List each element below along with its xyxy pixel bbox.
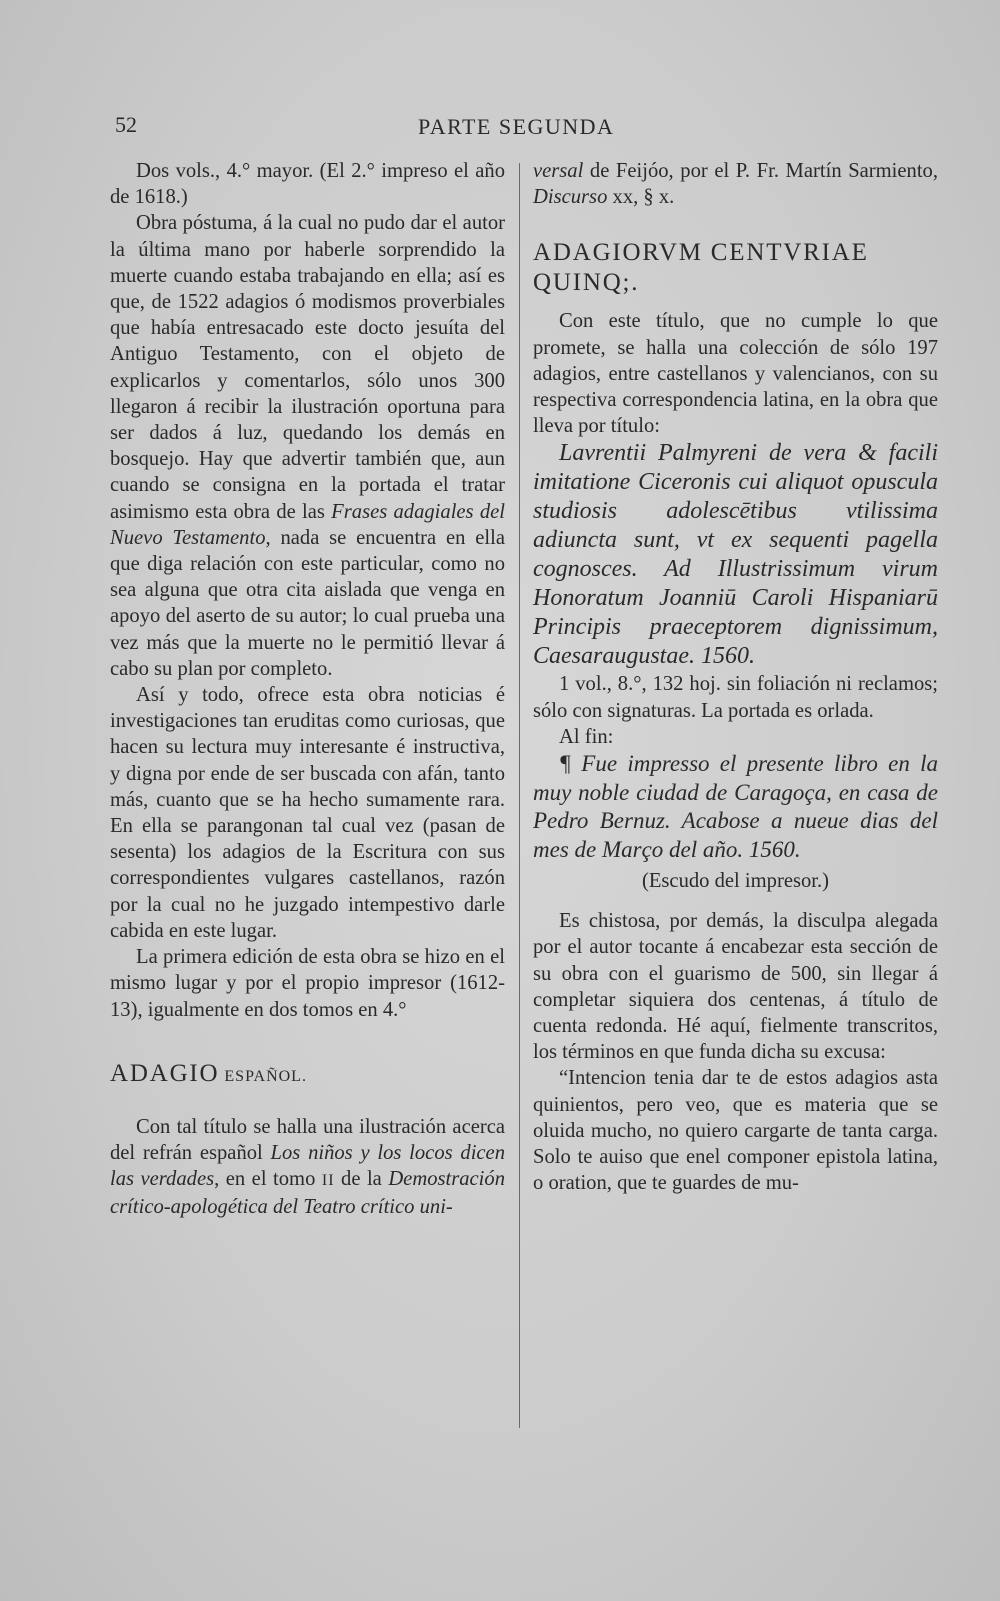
right-paragraph-6: “Intencion tenia dar te de estos adagios asta quinientos, pero veo, que es materia que se oluida mucho, no quiero cargarte de tanta carga. Solo te auiso que enel componer epistola latina, o oration, que te guardes de mu- xyxy=(533,1067,938,1195)
right-column xyxy=(533,158,938,1196)
section-heading-adagio-espanol: ADAGIO ESPAÑOL. xyxy=(110,1059,307,1087)
left-paragraph-2: Obra póstuma, á la cual no pudo dar el autor la última mano por haberle sorprendido la muerte cuando estaba trabajando en ella; así es que, de 1522 adagios ó modismos proverbiales que había entresacado este docto jesuíta del Antiguo Testamento, con el objeto de explicarlos y comentarlos, sólo unos 300 llegaron á recibir la ilustración oportuna para ser dados á luz, quedando los demás en bosquejo. Hay que advertir también que, aun cuando se consigna en la portada el tratar asimismo esta obra de las Frases adagiales del Nuevo Testamento, nada se encuentra en ella que diga relación con este particular, como no sea alguna que otra cita aislada que venga en apoyo del aserto de su autor; lo cual prueba una vez más que la muerte no le permitió llevar á cabo su plan por completo. xyxy=(110,212,505,680)
right-paragraph-3: 1 vol., 8.°, 132 hoj. sin foliación ni reclamos; sólo con signaturas. La portada es orlada. xyxy=(533,673,938,722)
right-paragraph-2: Con este título, que no cumple lo que promete, se halla una colección de sólo 197 adagios, entre castellanos y valencianos, con su respectiva correspondencia latina, en la obra que lleva por título: xyxy=(533,310,938,438)
left-paragraph-1: Dos vols., 4.° mayor. (El 2.° impreso el año de 1618.) xyxy=(110,160,505,209)
left-paragraph-3: Así y todo, ofrece esta obra noticias é investigaciones tan eruditas como curiosas, que hacen su lectura muy interesante é instructiva, y digna por ende de ser buscada con afán, tanto más, cuanto que se ha hecho sumamente rara. En ella se parangonan tal cual vez (pasan de sesenta) los adagios de la Escritura con sus correspondientes vulgares castellanos, razón por la cual no he juzgado intempestivo darle cabida en este lugar. xyxy=(110,684,505,942)
italic-title: Frases adagiales del Nuevo Testamento xyxy=(110,500,505,549)
section-heading-adagiorum: ADAGIORVM CENTVRIAE QUINQ;. xyxy=(533,239,869,297)
running-head: PARTE SEGUNDA xyxy=(418,114,615,139)
left-paragraph-5: Con tal título se halla una ilustración acerca del refrán español Los niños y los locos dicen las verdades, en el tomo II de la Demostración crítico-apologética del Teatro crítico uni- xyxy=(110,1115,505,1219)
left-column xyxy=(110,158,505,1221)
printer-device-note: (Escudo del impresor.) xyxy=(641,870,829,893)
page-header xyxy=(0,112,1000,152)
book-title-block: Lavrentii Palmyreni de vera & facili imitatione Ciceronis cui aliquot opuscula studiosis adolescētibus vtilissima adiuncta sunt, vt ex sequenti pagella cognosces. Ad Illustrissimum virum Honoratum Joanniū Caroli Hispaniarū Principis praeceptorem dignissimum, Caesaraugustae. 1560. xyxy=(533,440,938,670)
colophon: ¶ Fue impresso el presente libro en la muy noble ciudad de Caragoça, en casa de Pedro Bernuz. Acabose a nueue dias del mes de Março del año. 1560. xyxy=(533,751,938,862)
right-paragraph-1: versal de Feijóo, por el P. Fr. Martín Sarmiento, Discurso xx, § x. xyxy=(533,160,938,209)
page-number: 52 xyxy=(115,112,137,137)
column-divider xyxy=(519,163,520,1428)
right-paragraph-4: Al fin: xyxy=(559,725,614,748)
left-paragraph-4: La primera edición de esta obra se hizo en el mismo lugar y por el propio impresor (1612-13), igualmente en dos tomos en 4.° xyxy=(110,946,505,1021)
right-paragraph-5: Es chistosa, por demás, la disculpa alegada por el autor tocante á encabezar esta sección de su obra con el guarismo de 500, sin llegar á completar siquiera dos centenas, á título de cuenta redonda. Hé aquí, fielmente transcritos, los términos en que funda dicha su excusa: xyxy=(533,910,938,1064)
